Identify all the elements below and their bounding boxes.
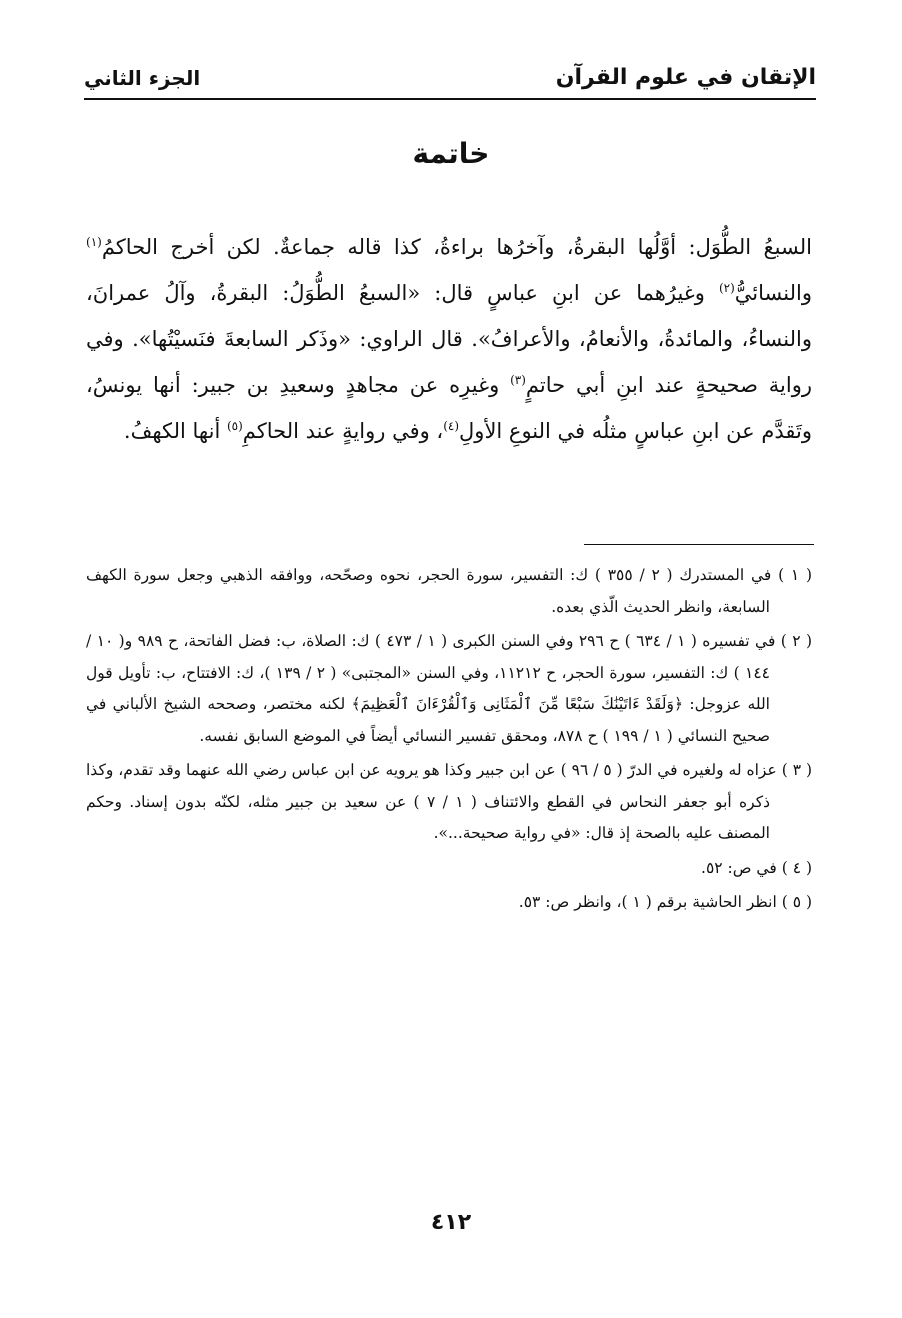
- text-segment: والنسائيُّ: [734, 281, 812, 305]
- text-segment: وغيرُهما عن ابنِ عباسٍ قال: «السبعُ الطُّوَلُ: البقرةُ، وآلُ عمرانَ، والنساءُ، والمائدةُ، والأنعامُ، والأعرافُ». قال الراوي: «وذَكر السابعةَ فنَسيْتُها». وفي رواية صحيحةٍ عند ابنِ أبي حاتمٍ: [86, 281, 812, 397]
- footnote-number: ( ٢ ): [780, 632, 812, 650]
- footnote-ref-2[interactable]: (٢): [718, 281, 735, 295]
- footnote-text: في تفسيره ( ١ / ٦٣٤ ) ح ٢٩٦ وفي السنن الكبرى ( ١ / ٤٧٣ ) ك: الصلاة، ب: فضل الفاتحة، ح ٩٨٩ و( ١٠ / ١٤٤ ) ك: التفسير، سورة الحجر، ح ١١٢١٢، وفي السنن «المجتبى» ( ٢ / ١٣٩ )، ك: الافتتاح، ب: تأويل قول الله عزوجل: ﴿وَلَقَدْ ءَاتَيْنَٰكَ سَبْعًا مِّنَ ٱلْمَثَانِى وَٱلْقُرْءَانَ ٱلْعَظِيمَ﴾ لكنه مختصر، وصححه الشيخ الألباني في صحيح النسائي ( ١ / ١٩٩ ) ح ٨٧٨، ومحقق تفسير النسائي أيضاً في الموضع السابق نفسه.: [86, 632, 776, 745]
- part-label: الجزء الثاني: [84, 66, 201, 90]
- text-segment: أنها الكهفُ.: [123, 419, 227, 443]
- footnote-text: انظر الحاشية برقم ( ١ )، وانظر ص: ٥٣.: [518, 893, 777, 911]
- text-segment: وغيرِه عن مجاهدٍ وسعيدِ بن جبير: أنها يونسُ، وتَقدَّم عن ابنِ عباسٍ مثلُه في النوعِ الأولِ: [86, 373, 812, 443]
- footnote-number: ( ٥ ): [781, 893, 812, 911]
- footnote-ref-4[interactable]: (٤): [443, 419, 460, 433]
- text-segment: السبعُ الطُّوَل: أوَّلُها البقرةُ، وآخرُها براءةُ، كذا قاله جماعةٌ. لكن أخرج الحاكمُ: [101, 235, 812, 259]
- footnote-text: في المستدرك ( ٢ / ٣٥٥ ) ك: التفسير، سورة الحجر، نحوه وصحّحه، ووافقه الذهبي وجعل سورة الكهف السابعة، وانظر الحديث الّذي بعده.: [86, 566, 772, 616]
- footnote-2: [86, 626, 812, 752]
- footnote-ref-1[interactable]: (١): [86, 235, 102, 249]
- section-title: خاتمة: [412, 137, 490, 170]
- footnote-number: ( ١ ): [778, 566, 813, 584]
- paragraph: [86, 224, 812, 454]
- main-paragraph: [86, 224, 812, 454]
- footnote-5: [86, 887, 812, 919]
- footnote-4: [86, 853, 812, 885]
- text-segment: ، وفي روايةٍ عند الحاكمِ: [242, 419, 444, 443]
- footnote-1: [86, 560, 812, 623]
- footnote-number: ( ٣ ): [781, 761, 813, 779]
- footnote-number: ( ٤ ): [781, 858, 812, 877]
- footnote-divider: [584, 544, 814, 545]
- footnotes-section: [86, 560, 812, 922]
- footnote-ref-5[interactable]: (٥): [226, 419, 243, 433]
- footnote-ref-3[interactable]: (٣): [510, 373, 526, 387]
- footnote-text: في ص: ٥٢.: [701, 858, 777, 877]
- footnote-text: عزاه له ولغيره في الدرّ ( ٥ / ٩٦ ) عن ابن جبير وكذا هو يرويه عن ابن عباس رضي الله عنهما وقد تقدم، وكذا ذكره أبو جعفر النحاس في القطع والائتناف ( ١ / ٧ ) عن سعيد بن جبير مثله، لكنّه بدون إسناد. وحكم المصنف عليه بالصحة إذ قال: «في رواية صحيحة...».: [86, 761, 777, 842]
- header-divider: [84, 98, 816, 100]
- book-title: الإتقان في علوم القرآن: [555, 65, 816, 90]
- page-number: ٤١٢: [430, 1210, 472, 1235]
- footnote-3: [86, 755, 812, 850]
- running-header: [84, 50, 816, 98]
